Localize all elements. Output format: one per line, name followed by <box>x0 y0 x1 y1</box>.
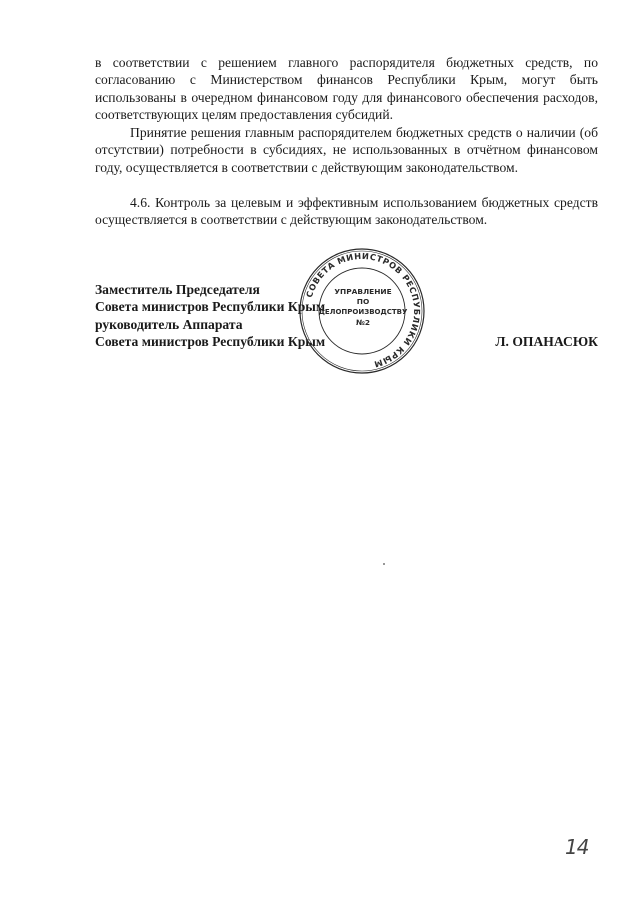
scan-speck <box>383 563 385 565</box>
stamp-text-line-3: ДЕЛОПРОИЗВОДСТВУ <box>318 308 408 316</box>
stamp-text-line-4: №2 <box>355 318 371 327</box>
signature-title-line-3: руководитель Аппарата <box>95 316 243 332</box>
paragraph-budget-funds: в соответствии с решением главного распорядителя бюджетных средств, по согласованию с Министерством финансов Республики Крым, могут быть использованы в очередном финансовом году для финансового обеспечения расходов, соответствующих целям предоставления субсидий. <box>95 55 598 122</box>
stamp-text-line-2: ПО <box>356 297 370 306</box>
paragraph-control-clause: 4.6. Контроль за целевым и эффективным использованием бюджетных средств осуществляется в соответствии с действующим законодательством. <box>95 195 598 228</box>
signatory-name: Л. ОПАНАСЮК <box>495 333 598 349</box>
official-stamp <box>297 246 427 376</box>
paragraph-subsidy-decision: Принятие решения главным распорядителем бюджетных средств о наличии (об отсутствии) потребности в субсидиях, не использованных в отчётном финансовом году, осуществляется в соответствии с действующим законодательством. <box>95 125 598 175</box>
page-number: 14 <box>565 835 589 859</box>
stamp-text-line-1: УПРАВЛЕНИЕ <box>334 287 392 296</box>
signature-title-line-4: Совета министров Республики Крым <box>95 333 326 349</box>
signature-title-line-1: Заместитель Председателя <box>95 282 260 297</box>
signature-title-line-2: Совета министров Республики Крым <box>95 299 326 315</box>
stamp-ring-text: СОВЕТА МИНИСТРОВ РЕСПУБЛИКИ КРЫМ <box>303 250 423 370</box>
